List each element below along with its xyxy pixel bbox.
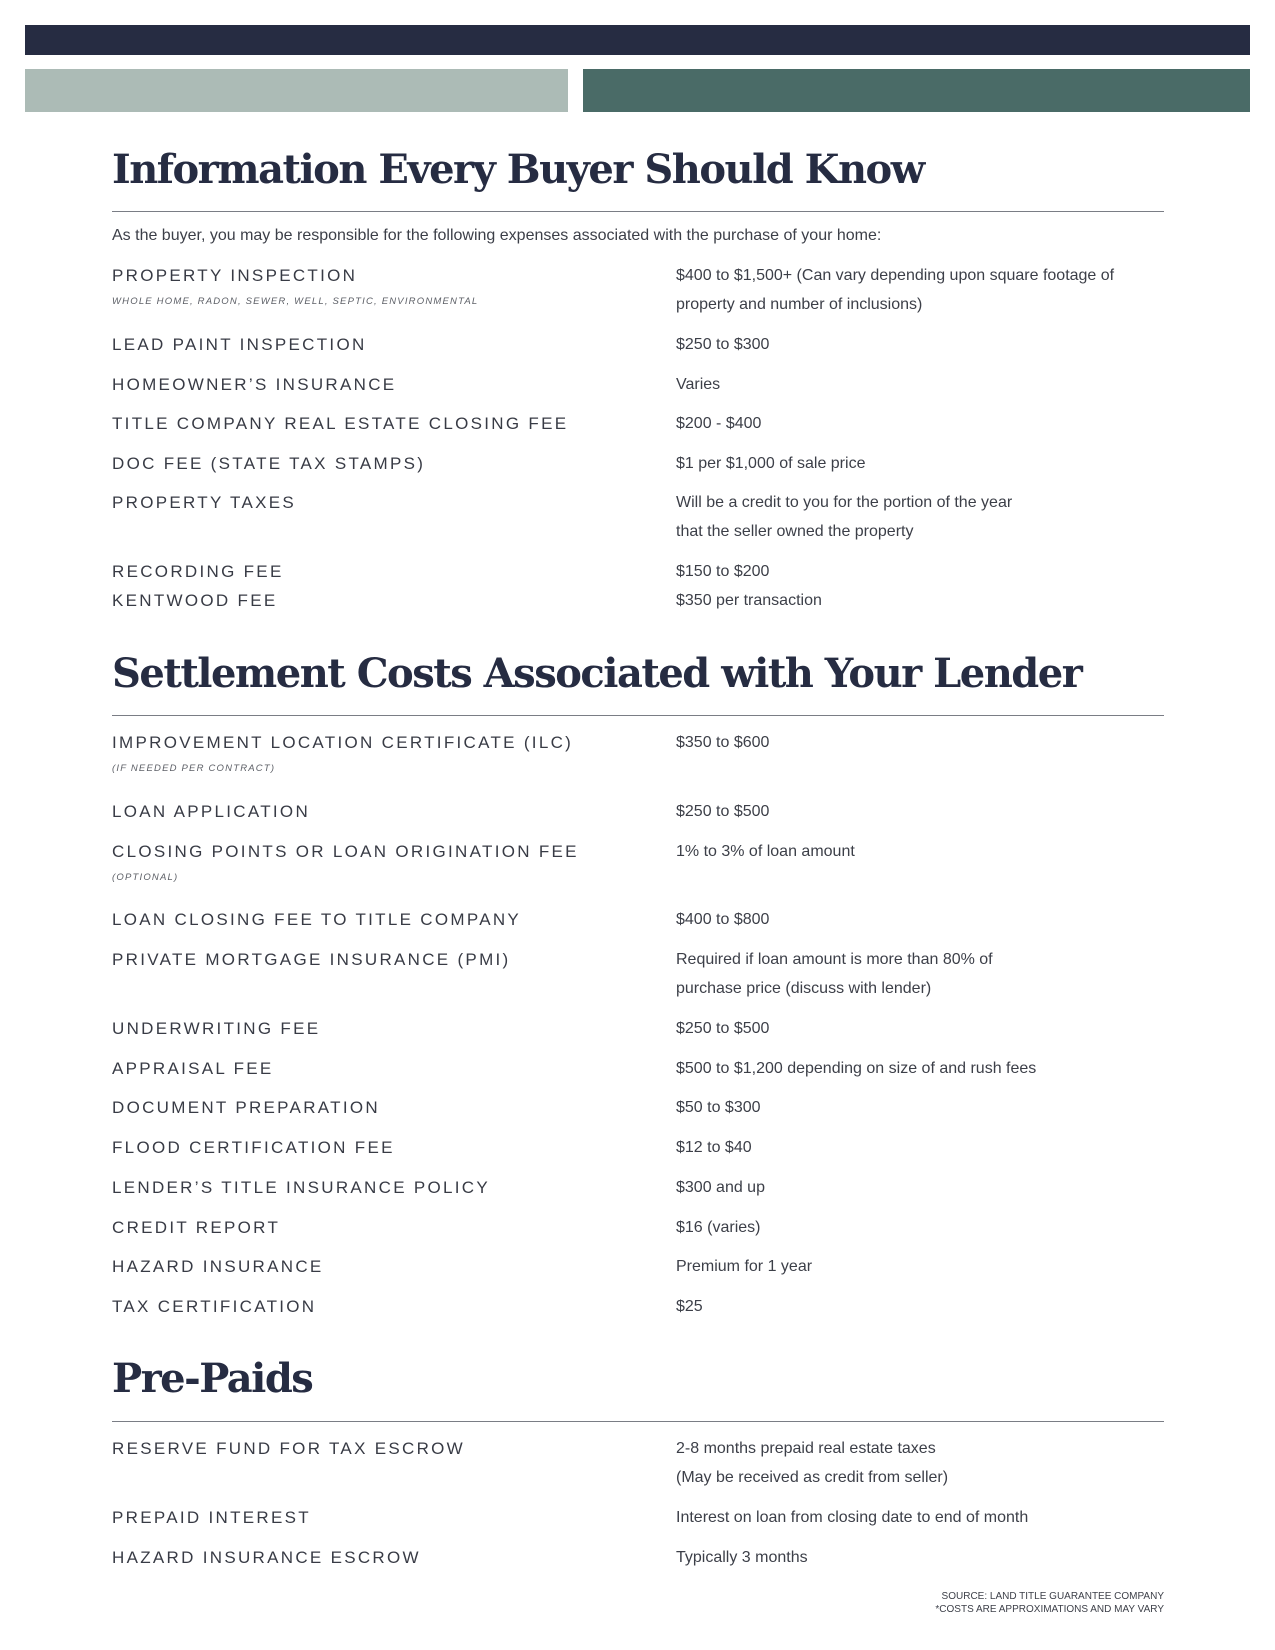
cost-value: Typically 3 months bbox=[676, 1549, 808, 1566]
cost-label: HAZARD INSURANCE ESCROW bbox=[112, 1548, 421, 1567]
cost-value: Interest on loan from closing date to end of month bbox=[676, 1509, 1029, 1526]
section-title-prepaids: Pre-Paids bbox=[112, 1355, 313, 1402]
cost-label: CLOSING POINTS OR LOAN ORIGINATION FEE bbox=[112, 842, 579, 861]
cost-value: $350 per transaction bbox=[676, 592, 822, 609]
section-title-buyer-info: Information Every Buyer Should Know bbox=[112, 146, 924, 193]
section-divider bbox=[112, 1421, 1164, 1422]
source-note bbox=[935, 1590, 1164, 1616]
cost-value: $12 to $40 bbox=[676, 1139, 752, 1156]
header-bar-navy bbox=[25, 25, 1250, 55]
cost-value: Will be a credit to you for the portion of the year that the seller owned the property bbox=[676, 494, 1013, 540]
header-bar-teal bbox=[583, 69, 1250, 112]
cost-label: HAZARD INSURANCE bbox=[112, 1257, 324, 1276]
header-bar-sage bbox=[25, 69, 568, 112]
cost-value: $250 to $500 bbox=[676, 803, 770, 820]
section-title-lender-costs: Settlement Costs Associated with Your Lender bbox=[112, 650, 1082, 697]
cost-value: $25 bbox=[676, 1298, 703, 1315]
cost-value: $400 to $1,500+ (Can vary depending upon square footage of property and number of inclusions) bbox=[676, 267, 1115, 313]
cost-label: LOAN APPLICATION bbox=[112, 802, 311, 821]
cost-label: IMPROVEMENT LOCATION CERTIFICATE (ILC) bbox=[112, 733, 574, 752]
source-line: SOURCE: LAND TITLE GUARANTEE COMPANY bbox=[941, 1591, 1164, 1602]
cost-sublabel: (OPTIONAL) bbox=[112, 872, 179, 883]
cost-value: 2-8 months prepaid real estate taxes (May be received as credit from seller) bbox=[676, 1440, 949, 1486]
cost-label: RECORDING FEE bbox=[112, 562, 284, 581]
cost-label: PREPAID INTEREST bbox=[112, 1508, 311, 1527]
cost-value: $1 per $1,000 of sale price bbox=[676, 455, 866, 472]
cost-sublabel: WHOLE HOME, RADON, SEWER, WELL, SEPTIC, ENVIRONMENTAL bbox=[112, 296, 479, 307]
cost-value: $150 to $200 bbox=[676, 563, 770, 580]
cost-value: $250 to $500 bbox=[676, 1020, 770, 1037]
cost-value: $400 to $800 bbox=[676, 911, 770, 928]
cost-label: LOAN CLOSING FEE TO TITLE COMPANY bbox=[112, 910, 522, 929]
cost-label: HOMEOWNER’S INSURANCE bbox=[112, 375, 397, 394]
section-divider bbox=[112, 715, 1164, 716]
cost-value: Varies bbox=[676, 376, 721, 393]
cost-value: Required if loan amount is more than 80% of purchase price (discuss with lender) bbox=[676, 951, 993, 997]
cost-sublabel: (IF NEEDED PER CONTRACT) bbox=[112, 763, 276, 774]
cost-label: DOCUMENT PREPARATION bbox=[112, 1098, 380, 1117]
intro-text: As the buyer, you may be responsible for the following expenses associated with the purchase of your home: bbox=[112, 227, 882, 244]
cost-value: $50 to $300 bbox=[676, 1099, 761, 1116]
cost-label: KENTWOOD FEE bbox=[112, 591, 278, 610]
cost-label: TITLE COMPANY REAL ESTATE CLOSING FEE bbox=[112, 414, 569, 433]
cost-value: $200 - $400 bbox=[676, 415, 762, 432]
disclaimer-line: *COSTS ARE APPROXIMATIONS AND MAY VARY bbox=[935, 1604, 1164, 1615]
cost-label: PRIVATE MORTGAGE INSURANCE (PMI) bbox=[112, 950, 511, 969]
cost-label: LENDER’S TITLE INSURANCE POLICY bbox=[112, 1178, 491, 1197]
cost-label: UNDERWRITING FEE bbox=[112, 1019, 321, 1038]
cost-label: TAX CERTIFICATION bbox=[112, 1297, 317, 1316]
cost-value: $16 (varies) bbox=[676, 1219, 761, 1236]
section-divider bbox=[112, 211, 1164, 212]
cost-value: $350 to $600 bbox=[676, 734, 770, 751]
cost-label: RESERVE FUND FOR TAX ESCROW bbox=[112, 1439, 466, 1458]
cost-label: DOC FEE (STATE TAX STAMPS) bbox=[112, 454, 426, 473]
cost-value: 1% to 3% of loan amount bbox=[676, 843, 855, 860]
cost-label: LEAD PAINT INSPECTION bbox=[112, 335, 367, 354]
cost-label: APPRAISAL FEE bbox=[112, 1059, 274, 1078]
cost-label: PROPERTY INSPECTION bbox=[112, 266, 358, 285]
cost-value: $300 and up bbox=[676, 1179, 765, 1196]
cost-label: PROPERTY TAXES bbox=[112, 493, 296, 512]
cost-value: $250 to $300 bbox=[676, 336, 770, 353]
cost-label: FLOOD CERTIFICATION FEE bbox=[112, 1138, 395, 1157]
cost-value: $500 to $1,200 depending on size of and rush fees bbox=[676, 1060, 1037, 1077]
cost-label: CREDIT REPORT bbox=[112, 1218, 281, 1237]
cost-value: Premium for 1 year bbox=[676, 1258, 813, 1275]
